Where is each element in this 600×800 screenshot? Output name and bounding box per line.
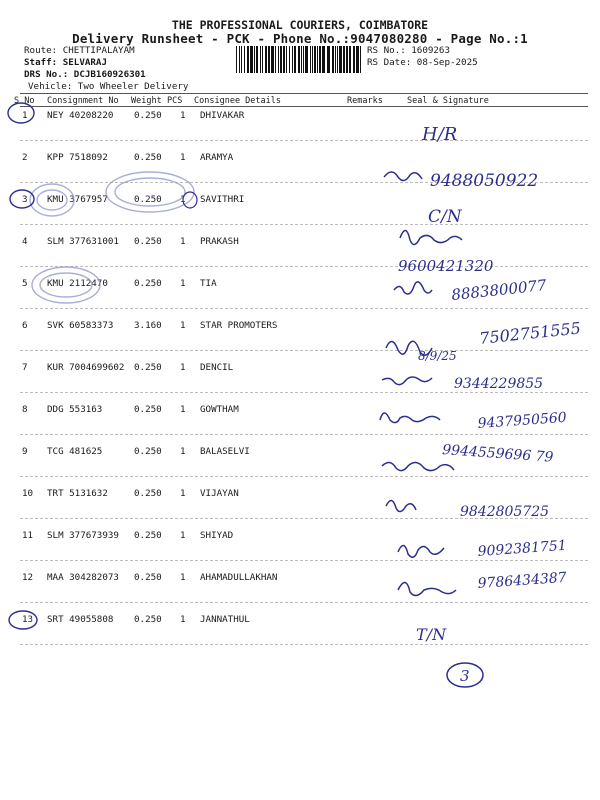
row-consignment-no: KPP 7518092	[47, 152, 108, 163]
row-pcs: 1	[180, 320, 186, 331]
row-sno: 10	[22, 488, 34, 499]
staff-label: Staff: SELVARAJ	[24, 57, 107, 68]
row-sno: 2	[22, 152, 28, 163]
handwritten-phone: 9344229855	[454, 376, 544, 392]
row-pcs: 1	[180, 446, 186, 457]
postmark-stamp	[32, 267, 100, 303]
row-weight: 0.250	[134, 530, 162, 541]
row-weight: 0.250	[134, 194, 162, 205]
signature-scribble	[382, 377, 432, 385]
row-consignee: DENCIL	[200, 362, 234, 373]
row-pcs: 1	[180, 614, 186, 625]
row-consignee: VIJAYAN	[200, 488, 239, 499]
signature-scribble	[382, 462, 454, 470]
row-consignee: SHIYAD	[200, 530, 234, 541]
row-consignee: SAVITHRI	[200, 194, 245, 205]
row-pcs: 1	[180, 530, 186, 541]
row-consignment-no: KMU 3767957	[47, 194, 108, 205]
row-consignment-no: NEY 40208220	[47, 110, 114, 121]
row-sno: 6	[22, 320, 28, 331]
signature-scribble	[380, 413, 440, 423]
row-consignee: TIA	[200, 278, 217, 289]
row-sno: 3	[22, 194, 28, 205]
serial-circle-mark	[9, 611, 37, 629]
row-consignment-no: TRT 5131632	[47, 488, 108, 499]
row-sno: 13	[22, 614, 34, 625]
row-pcs: 1	[180, 278, 186, 289]
signature-scribble	[398, 582, 456, 595]
col-consignee: Consignee Details	[194, 96, 281, 106]
col-seal-signature: Seal & Signature	[407, 96, 489, 106]
row-sno: 4	[22, 236, 28, 247]
handwritten-phone: 9600421320	[398, 257, 494, 275]
postmark-stamp	[106, 172, 194, 212]
postmark-stamp	[30, 184, 74, 216]
handwritten-phone: 9842805725	[460, 504, 550, 520]
row-sno: 12	[22, 572, 34, 583]
col-sno: S No	[14, 96, 35, 106]
row-weight: 0.250	[134, 404, 162, 415]
row-sno: 5	[22, 278, 28, 289]
handwritten-date: 8/9/25	[418, 349, 457, 363]
row-consignment-no: KUR 7004699602	[47, 362, 125, 373]
vehicle-label: Vehicle: Two Wheeler Delivery	[28, 81, 189, 92]
row-weight: 0.250	[134, 488, 162, 499]
route-label: Route: CHETTIPALAYAM	[24, 45, 135, 56]
row-weight: 0.250	[134, 572, 162, 583]
row-consignee: ARAMYA	[200, 152, 234, 163]
row-consignee: DHIVAKAR	[200, 110, 245, 121]
handwritten-phone: 9437950560	[477, 409, 568, 432]
signature-scribble	[398, 545, 444, 557]
row-consignment-no: TCG 481625	[47, 446, 103, 457]
row-pcs: 1	[180, 572, 186, 583]
company-title: THE PROFESSIONAL COURIERS, COIMBATORE	[171, 18, 429, 32]
row-consignee: GOWTHAM	[200, 404, 239, 415]
row-pcs: 1	[180, 488, 186, 499]
col-pcs: PCS	[167, 96, 183, 106]
row-pcs: 1	[180, 110, 186, 121]
row-sno: 8	[22, 404, 28, 415]
rs-number: RS No.: 1609263	[367, 45, 450, 56]
row-weight: 0.250	[134, 236, 162, 247]
row-sno: 1	[22, 110, 28, 121]
handwritten-phone: 9944559696 79	[441, 442, 554, 466]
signature-scribble	[394, 282, 432, 294]
row-consignee: STAR PROMOTERS	[200, 320, 278, 331]
row-sno: 7	[22, 362, 28, 373]
row-weight: 0.250	[134, 362, 162, 373]
row-weight: 0.250	[134, 152, 162, 163]
signature-scribble	[384, 172, 422, 181]
handwritten-remark: H/R	[422, 124, 458, 145]
serial-circle-mark	[8, 103, 34, 123]
row-weight: 0.250	[134, 446, 162, 457]
row-weight: 0.250	[134, 614, 162, 625]
row-pcs: 1	[180, 194, 186, 205]
handwritten-phone: 9488050922	[430, 171, 539, 191]
row-pcs: 1	[180, 404, 186, 415]
row-consignee: JANNATHUL	[200, 614, 250, 625]
col-remarks: Remarks	[347, 96, 383, 106]
handwritten-remark: T/N	[416, 625, 447, 644]
row-consignee: PRAKASH	[200, 236, 239, 247]
row-pcs: 1	[180, 236, 186, 247]
handwritten-remark: C/N	[428, 207, 462, 227]
col-weight: Weight	[131, 96, 162, 106]
col-consignment: Consignment No	[47, 96, 119, 106]
rs-date: RS Date: 08-Sep-2025	[367, 57, 478, 68]
row-consignment-no: SRT 49055808	[47, 614, 114, 625]
signature-scribble	[400, 230, 462, 244]
runsheet-title: Delivery Runsheet - PCK - Phone No.:9047080280 - Page No.:1	[72, 31, 528, 46]
row-sno: 11	[22, 530, 34, 541]
signature-scribble	[386, 500, 416, 511]
row-weight: 3.160	[134, 320, 162, 331]
handwritten-phone: 7502751555	[478, 318, 582, 348]
row-consignment-no: SLM 377631001	[47, 236, 119, 247]
page-count-number: 3	[460, 667, 470, 685]
row-consignment-no: KMU 2112470	[47, 278, 108, 289]
row-consignment-no: DDG 553163	[47, 404, 103, 415]
row-consignment-no: MAA 304282073	[47, 572, 119, 583]
handwritten-phone: 8883800077	[450, 276, 548, 304]
row-pcs: 1	[180, 152, 186, 163]
row-consignment-no: SLM 377673939	[47, 530, 119, 541]
handwritten-phone: 9092381751	[477, 537, 568, 560]
row-pcs: 1	[180, 362, 186, 373]
row-consignee: AHAMADULLAKHAN	[200, 572, 278, 583]
row-consignment-no: SVK 60583373	[47, 320, 114, 331]
drs-label: DRS No.: DCJB160926301	[24, 69, 146, 80]
handwritten-phone: 9786434387	[477, 569, 568, 592]
row-consignee: BALASELVI	[200, 446, 250, 457]
row-weight: 0.250	[134, 278, 162, 289]
row-weight: 0.250	[134, 110, 162, 121]
row-sno: 9	[22, 446, 28, 457]
